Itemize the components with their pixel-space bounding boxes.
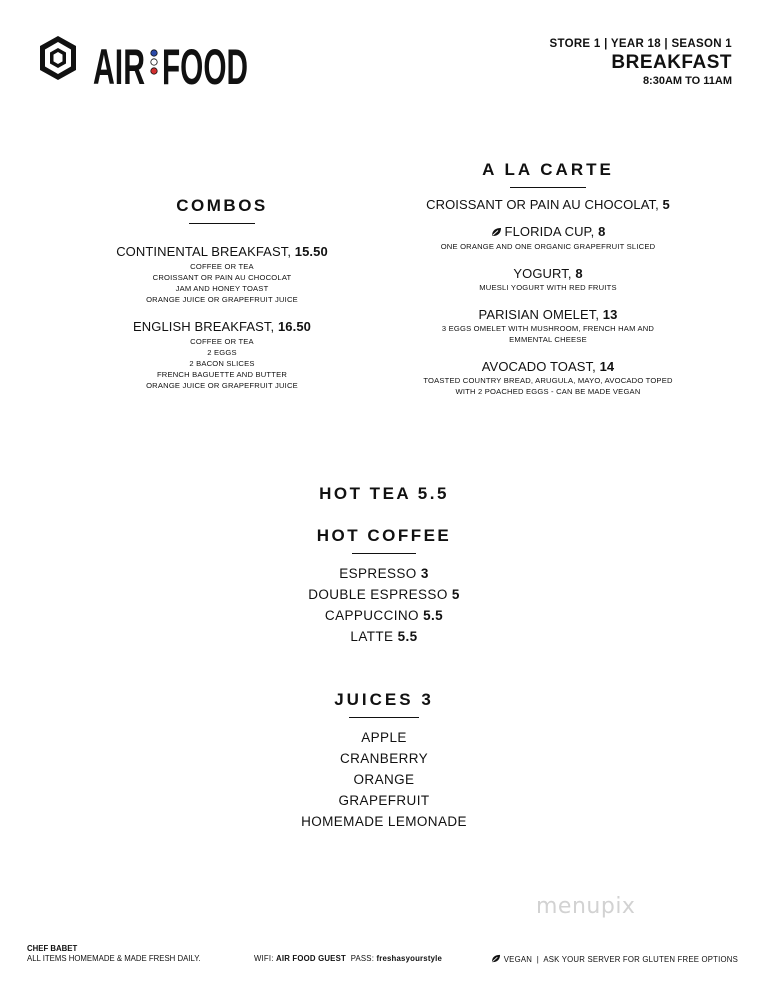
brand-dot-blue [151,50,157,56]
brand-dot-red [151,68,157,74]
list-item: CRANBERRY [339,751,429,766]
carte-item-price: 5 [662,197,670,212]
list-item: ESPRESSO 3 [339,566,429,581]
hot-coffee-title: HOT COFFEE [316,526,452,545]
combos-divider [189,223,255,224]
list-item: APPLE [361,730,407,745]
combos-section [72,196,372,391]
fresh-note: ALL ITEMS HOMEMADE & MADE FRESH DAILY. [27,954,201,963]
juices-list [234,727,534,832]
footer-wifi [254,954,442,963]
carte-item-name: FLORIDA CUP, [504,224,599,239]
pass-label: PASS: [350,954,377,963]
list-item: GRAPEFRUIT [338,793,430,808]
vegan-note-text: VEGAN | ASK YOUR SERVER FOR GLUTEN FREE OPTIONS [503,955,738,964]
combo-item-desc: COFFEE OR TEA 2 EGGS 2 BACON SLICES FRENCH BAGUETTE AND BUTTER ORANGE JUICE OR GRAPEFRUIT JUICE [146,337,298,390]
juices-section [234,690,534,832]
carte-item-name: CROISSANT OR PAIN AU CHOCOLAT, [426,197,663,212]
leaf-icon [491,225,502,240]
hot-coffee-list [234,563,534,647]
combo-item-name: ENGLISH BREAKFAST, [133,319,278,334]
combo-item-desc: COFFEE OR TEA CROISSANT OR PAIN AU CHOCOLAT JAM AND HONEY TOAST ORANGE JUICE OR GRAPEFRUIT JUICE [146,262,298,304]
carte-item-desc: ONE ORANGE AND ONE ORGANIC GRAPEFRUIT SLICED [440,242,656,251]
carte-item-name: AVOCADO TOAST, [481,359,600,374]
carte-item-price: 8 [598,224,606,239]
meal-title: BREAKFAST [611,52,732,73]
hot-tea-title: HOT TEA 5.5 [319,484,449,503]
carte-item-florida-cup [398,224,698,252]
wifi-label: WIFI: [254,954,276,963]
carte-item-price: 14 [599,359,615,374]
carte-item-desc: TOASTED COUNTRY BREAD, ARUGULA, MAYO, AVOCADO TOPED WITH 2 POACHED EGGS - CAN BE MADE VEGAN [423,376,673,396]
hot-tea-section [234,484,534,504]
leaf-icon [491,954,501,965]
carte-item-desc: MUESLI YOGURT WITH RED FRUITS [479,283,617,292]
combo-item-price: 16.50 [277,319,311,334]
list-item: CAPPUCCINO 5.5 [324,608,444,623]
combo-item-price: 15.50 [294,244,328,259]
carte-item-avocado-toast [398,359,698,397]
carte-item-price: 13 [602,307,618,322]
juices-divider [349,717,419,718]
hot-coffee-section [234,526,534,647]
menupix-watermark: menupix [536,894,636,919]
combo-item-english [72,319,372,391]
hexagon-icon [40,36,76,80]
list-item: HOMEMADE LEMONADE [301,814,467,829]
wifi-name: AIR FOOD GUEST [276,954,346,963]
chef-name: CHEF BABET [27,944,78,953]
list-item: ORANGE [353,772,415,787]
list-item: DOUBLE ESPRESSO 5 [308,587,460,602]
carte-item-price: 8 [575,266,583,281]
carte-item-name: YOGURT, [513,266,576,281]
air-food-logo [36,32,251,94]
store-line: STORE 1 | YEAR 18 | SEASON 1 [549,38,732,50]
carte-item-parisian-omelet [398,307,698,345]
combo-item-continental [72,244,372,305]
header-info [550,38,733,87]
meal-hours: 8:30AM TO 11AM [642,75,732,87]
pass-value: freshasyourstyle [376,954,443,963]
carte-item-name: PARISIAN OMELET, [478,307,603,322]
hot-coffee-divider [352,553,416,554]
carte-item-yogurt [398,266,698,293]
a-la-carte-title: A LA CARTE [482,160,614,179]
list-item: LATTE 5.5 [350,629,418,644]
combo-item-name: CONTINENTAL BREAKFAST, [116,244,295,259]
carte-item-desc: 3 EGGS OMELET WITH MUSHROOM, FRENCH HAM AND EMMENTAL CHEESE [441,324,655,344]
footer-vegan-note [491,954,738,965]
carte-item-croissant [398,197,698,212]
brand-name-left: AIR [93,39,145,95]
a-la-carte-divider [510,187,586,188]
juices-title: JUICES 3 [334,690,434,709]
combos-title: COMBOS [176,196,268,215]
footer-chef-note [27,944,201,964]
a-la-carte-section [398,160,698,397]
brand-dot-white [151,59,157,65]
brand-name-right: FOOD [162,39,248,95]
